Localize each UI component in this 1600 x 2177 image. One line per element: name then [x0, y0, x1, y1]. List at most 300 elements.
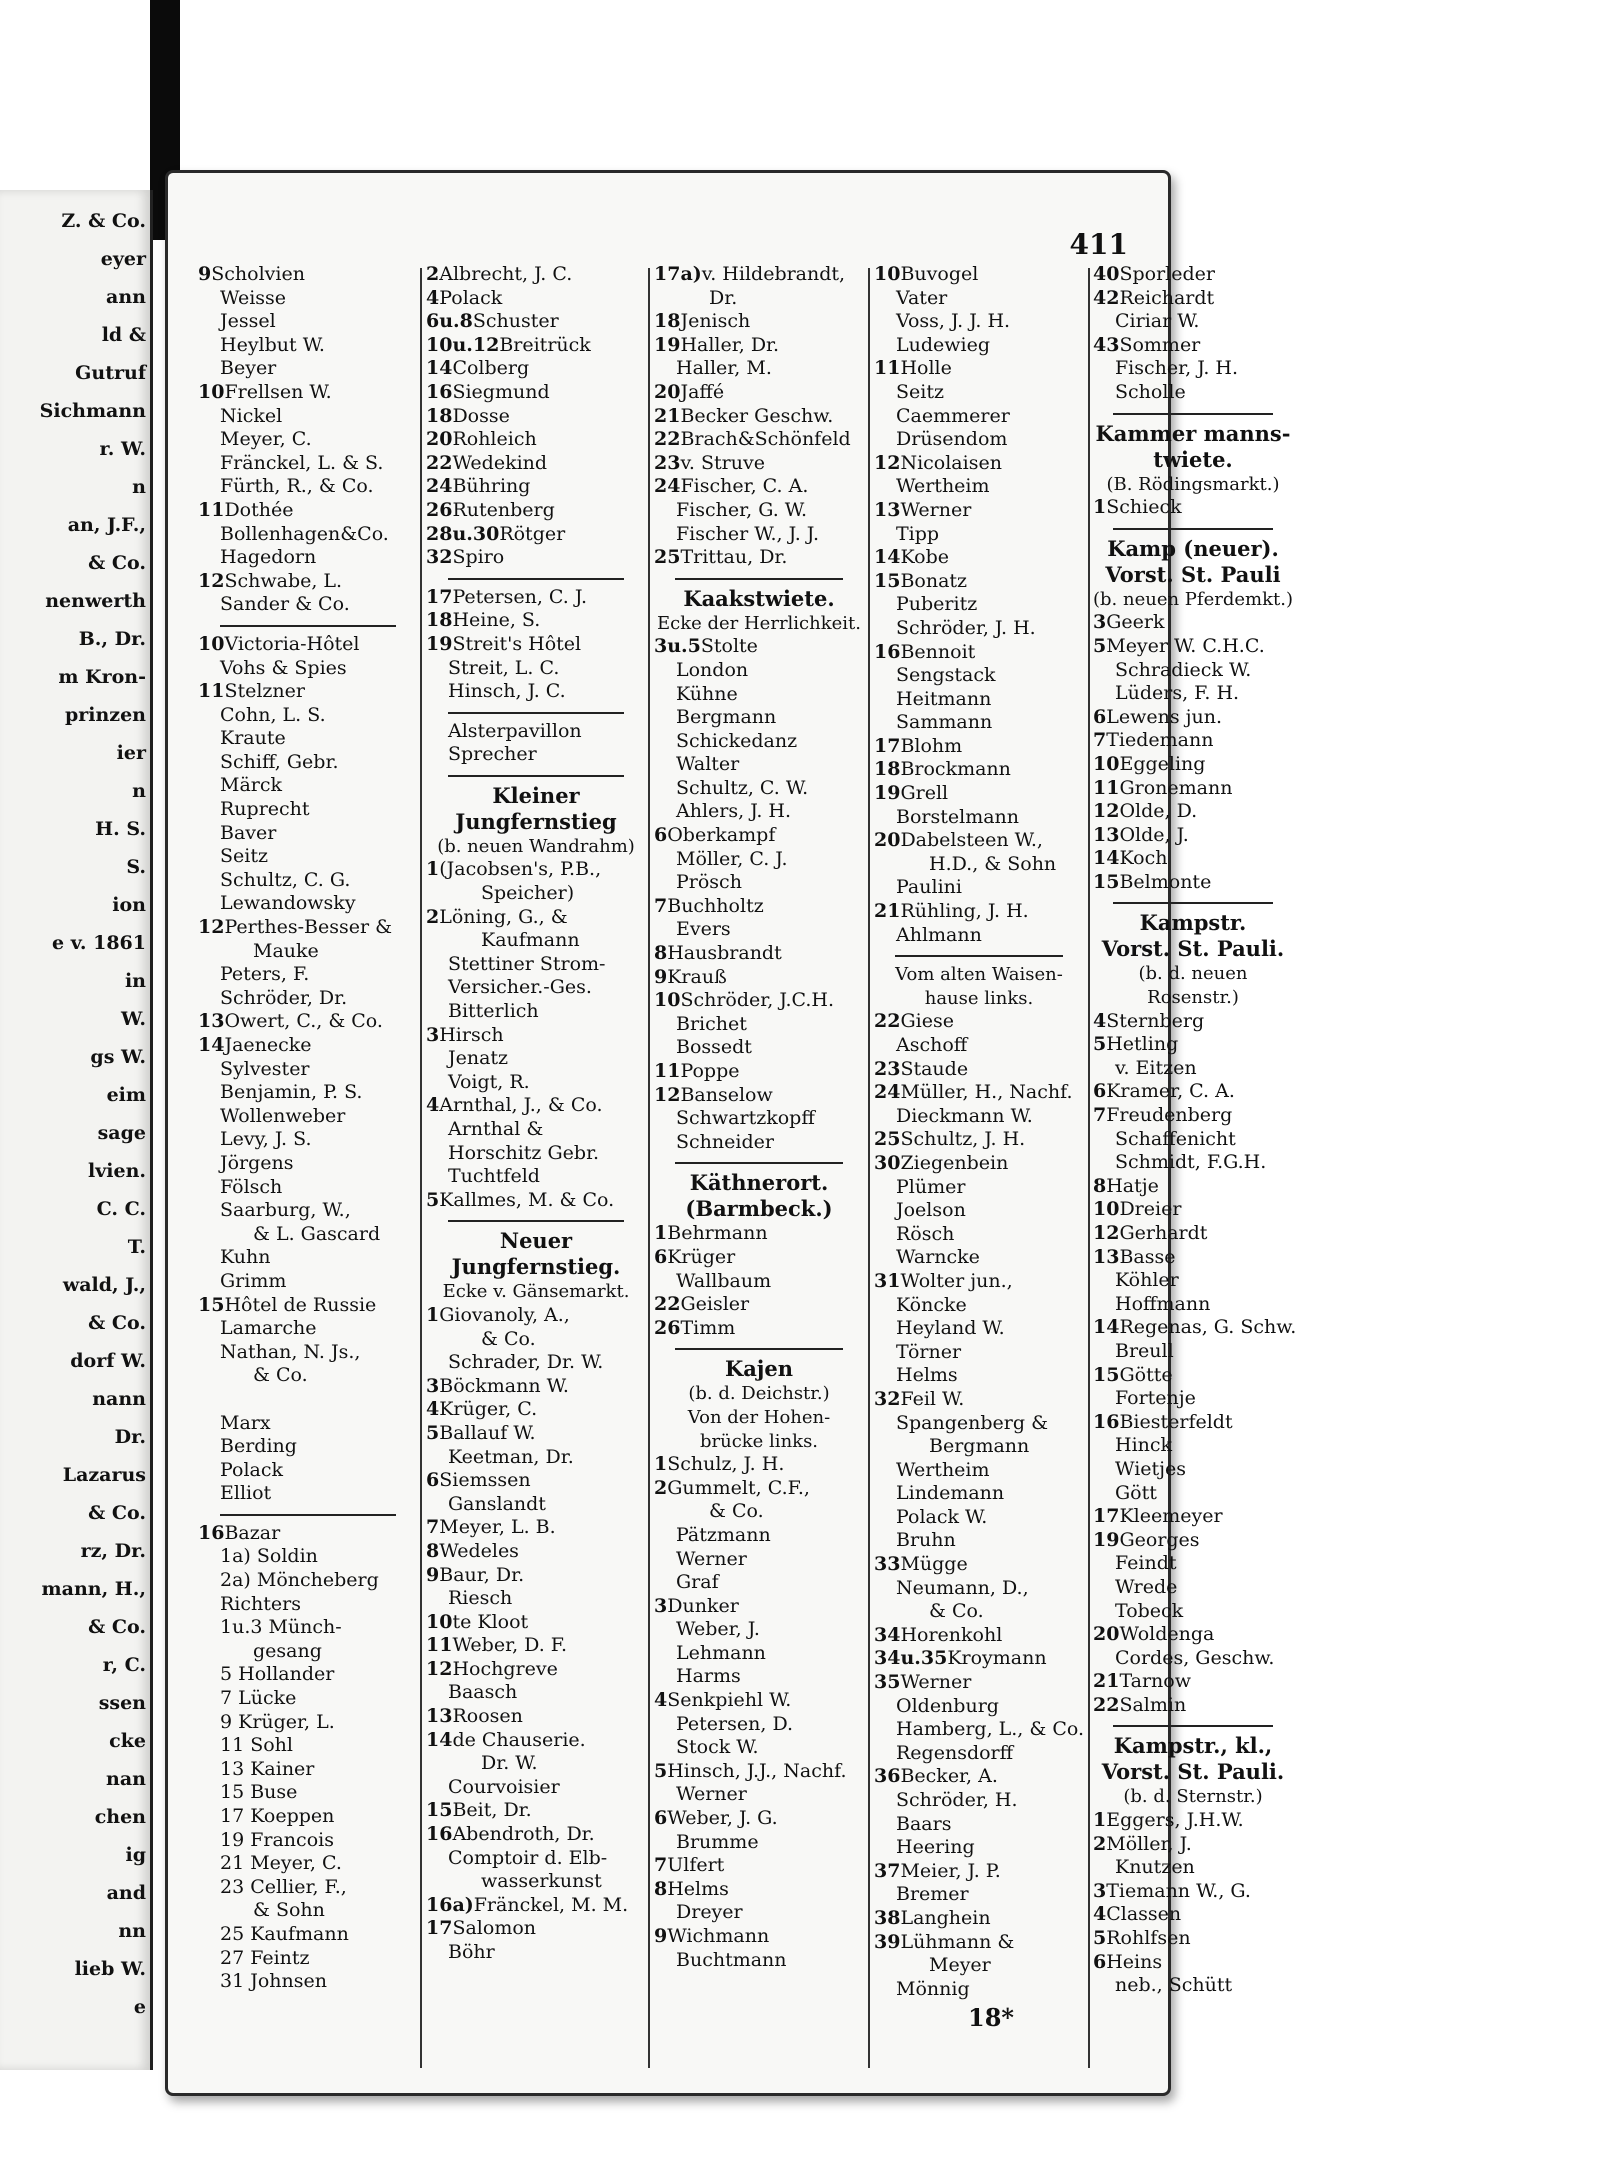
directory-entry	[198, 727, 418, 751]
directory-entry	[1093, 1175, 1293, 1199]
house-number: 23	[874, 1057, 901, 1080]
directory-entry	[874, 1294, 1084, 1318]
resident-name: Heyland W.	[896, 1317, 1005, 1340]
resident-name: Voss, J. J. H.	[896, 310, 1011, 333]
resident-name: Eggers, J.H.W.	[1106, 1809, 1244, 1832]
left-page-text-fragment: & Co.	[88, 1312, 146, 1334]
directory-entry	[198, 570, 418, 594]
resident-name: Bruhn	[896, 1529, 956, 1552]
resident-name: Heylbut W.	[220, 333, 325, 356]
house-number: 9	[426, 1563, 440, 1586]
resident-name: Meier, J. P.	[900, 1859, 1001, 1882]
directory-entry	[1093, 1623, 1293, 1647]
left-page-text-fragment: r, C.	[102, 1654, 146, 1676]
directory-entry	[1093, 800, 1293, 824]
left-page-text-fragment: & Co.	[88, 552, 146, 574]
directory-entry	[426, 310, 646, 334]
directory-entry	[874, 711, 1084, 735]
directory-entry	[198, 892, 418, 916]
resident-name: Schröder, J.C.H.	[680, 989, 835, 1012]
resident-name: & Co.	[709, 1500, 764, 1523]
resident-name: Polack	[220, 1458, 284, 1481]
resident-name: Nickel	[220, 404, 283, 427]
directory-entry	[198, 1412, 418, 1436]
resident-name: Tiemann W., G.	[1106, 1879, 1251, 1902]
resident-name: Neumann, D.,	[896, 1576, 1029, 1599]
resident-name: Salomon	[452, 1917, 537, 1940]
resident-name: Streit's Hôtel	[452, 632, 582, 655]
section-divider	[220, 625, 396, 627]
directory-entry	[1093, 357, 1293, 381]
directory-entry	[654, 405, 864, 429]
left-page-text-fragment: Sichmann	[39, 400, 146, 422]
house-number: 3	[1093, 611, 1107, 634]
resident-name: Biesterfeldt	[1119, 1410, 1233, 1433]
directory-entry	[1093, 1694, 1293, 1718]
house-number: 13	[1093, 1245, 1120, 1268]
house-number: 21	[874, 900, 901, 923]
resident-name: Ahlers, J. H.	[676, 800, 792, 823]
house-number: 14	[874, 546, 901, 569]
directory-entry	[198, 1435, 418, 1459]
resident-name: Courvoisier	[448, 1775, 560, 1798]
directory-entry	[1093, 847, 1293, 871]
directory-entry	[426, 680, 646, 704]
directory-entry	[198, 774, 418, 798]
directory-entry	[874, 1152, 1084, 1176]
directory-entry	[198, 1199, 418, 1223]
street-heading: twiete.	[1153, 446, 1233, 472]
resident-name: Giese	[900, 1010, 954, 1033]
directory-entry	[1093, 1128, 1293, 1152]
resident-name: Krauß	[667, 965, 727, 988]
left-page-text-fragment: Z. & Co.	[61, 210, 146, 232]
directory-entry	[198, 287, 418, 311]
directory-entry	[198, 1364, 418, 1388]
directory-entry	[874, 428, 1084, 452]
directory-entry	[1093, 1482, 1293, 1506]
directory-entry	[198, 1923, 418, 1947]
directory-entry	[198, 657, 418, 681]
directory-entry	[426, 1823, 646, 1847]
resident-name: Rösch	[896, 1222, 955, 1245]
directory-entry	[874, 1577, 1084, 1601]
directory-entry	[426, 1752, 646, 1776]
directory-entry	[198, 940, 418, 964]
house-number: 4	[654, 1689, 668, 1712]
house-number: 3	[426, 1023, 440, 1046]
resident-name: Buchtmann	[676, 1948, 787, 1971]
resident-name: Borstelmann	[896, 805, 1020, 828]
resident-name: Polack W.	[896, 1505, 988, 1528]
directory-entry	[1093, 1670, 1293, 1694]
resident-name: Fischer, G. W.	[676, 498, 808, 521]
directory-entry	[874, 1034, 1084, 1058]
street-heading: Kamp (neuer).	[1107, 535, 1279, 561]
directory-entry	[874, 1246, 1084, 1270]
resident-name: Oberkampf	[667, 824, 776, 847]
resident-name: Dreier	[1119, 1198, 1182, 1221]
resident-name: Baver	[220, 821, 277, 844]
directory-entry	[1093, 682, 1293, 706]
directory-entry	[426, 657, 646, 681]
directory-entry	[426, 720, 646, 744]
directory-entry	[874, 452, 1084, 476]
left-page-text-fragment: ssen	[98, 1692, 146, 1714]
resident-name: Lehmann	[676, 1641, 766, 1664]
resident-name: Comptoir d. Elb-	[448, 1846, 608, 1869]
directory-entry	[654, 263, 864, 287]
resident-name: Schneider	[676, 1130, 774, 1153]
directory-entry	[426, 523, 646, 547]
directory-entry	[198, 1758, 418, 1782]
resident-name: Nathan, N. Js.,	[220, 1340, 361, 1363]
directory-entry	[874, 924, 1084, 948]
resident-name: Schrader, Dr. W.	[448, 1351, 604, 1374]
directory-entry	[198, 987, 418, 1011]
directory-entry	[1093, 1293, 1293, 1317]
resident-name: Müller, H., Nachf.	[900, 1081, 1073, 1104]
directory-entry	[874, 570, 1084, 594]
directory-entry	[874, 287, 1084, 311]
directory-entry	[198, 1852, 418, 1876]
column-divider	[868, 268, 870, 2068]
resident-name: 2a) Möncheberg	[220, 1569, 379, 1592]
house-number: 3	[1093, 1879, 1107, 1902]
directory-entry	[874, 1836, 1084, 1860]
directory-entry	[654, 1317, 864, 1341]
resident-name: Schwartzkopff	[676, 1107, 815, 1130]
resident-name: Ruprecht	[220, 798, 310, 821]
resident-name: Keetman, Dr.	[448, 1445, 574, 1468]
directory-entry	[1093, 1856, 1293, 1880]
directory-entry	[654, 848, 864, 872]
directory-entry	[198, 1294, 418, 1318]
resident-name: Baur, Dr.	[439, 1563, 525, 1586]
house-number: 26	[426, 498, 453, 521]
resident-name: Trittau, Dr.	[680, 546, 788, 569]
directory-entry	[874, 1883, 1084, 1907]
resident-name: Levy, J. S.	[220, 1128, 312, 1151]
resident-name: 15 Buse	[220, 1781, 298, 1804]
resident-name: Bühring	[452, 475, 531, 498]
street-note: (b. neuen Wandrahm)	[437, 835, 635, 857]
resident-name: Wrede	[1115, 1575, 1178, 1598]
column-divider	[420, 268, 422, 2068]
resident-name: Fränckel, M. M.	[473, 1893, 629, 1916]
resident-name: Spangenberg &	[896, 1411, 1048, 1434]
directory-entry	[1093, 1198, 1293, 1222]
resident-name: Belmonte	[1119, 870, 1212, 893]
house-number: 31	[874, 1269, 901, 1292]
section-divider	[448, 1220, 624, 1222]
house-number: 11	[654, 1060, 681, 1082]
directory-entry	[874, 1553, 1084, 1577]
directory-entry	[426, 743, 646, 767]
directory-entry	[874, 1010, 1084, 1034]
resident-name: Schulz, J. H.	[667, 1453, 785, 1476]
directory-entry	[198, 1545, 418, 1569]
resident-name: Albrecht, J. C.	[439, 263, 573, 285]
directory-entry	[426, 381, 646, 405]
directory-entry	[198, 1459, 418, 1483]
house-number: 43	[1093, 333, 1120, 356]
resident-name: Meyer, C.	[220, 428, 312, 451]
house-number: 36	[874, 1765, 901, 1788]
resident-name: 27 Feintz	[220, 1946, 310, 1969]
directory-entry	[1093, 1057, 1293, 1081]
directory-entry	[654, 334, 864, 358]
directory-entry	[874, 475, 1084, 499]
house-number: 3	[654, 1594, 668, 1617]
resident-name: Caemmerer	[896, 404, 1010, 427]
resident-name: Tarnow	[1119, 1670, 1191, 1693]
resident-name: Meyer	[929, 1954, 991, 1977]
house-number: 8	[654, 942, 668, 965]
directory-entry	[1093, 1080, 1293, 1104]
resident-name: Cordes, Geschw.	[1115, 1646, 1275, 1669]
resident-name: Giovanoly, A.,	[439, 1303, 570, 1326]
resident-name: Möller, C. J.	[676, 847, 788, 870]
directory-entry	[198, 1734, 418, 1758]
house-number: 4	[1093, 1009, 1107, 1032]
house-number: 1	[1093, 1809, 1107, 1832]
resident-name: Sommer	[1119, 333, 1201, 356]
resident-name: Eggeling	[1119, 752, 1206, 775]
street-heading: Kampstr., kl.,	[1113, 1733, 1273, 1759]
resident-name: Arnthal, J., & Co.	[439, 1094, 603, 1117]
street-heading: Vorst. St. Pauli.	[1101, 936, 1285, 962]
street-note: Von der Hohen-	[687, 1406, 831, 1428]
resident-name: & L. Gascard	[253, 1222, 381, 1245]
resident-name: Ludewieg	[896, 333, 991, 356]
directory-entry	[874, 263, 1084, 287]
directory-entry	[198, 916, 418, 940]
resident-name: Bossedt	[676, 1036, 752, 1059]
house-number: 14	[198, 1034, 225, 1056]
section-divider	[675, 578, 843, 580]
resident-name: Kobe	[900, 546, 949, 569]
street-heading: Neuer	[499, 1228, 573, 1254]
directory-entry	[198, 263, 418, 287]
resident-name: Werner	[676, 1547, 747, 1570]
left-page-text-fragment: nn	[118, 1920, 146, 1942]
resident-name: Blohm	[900, 734, 963, 757]
resident-name: Köhler	[1115, 1269, 1179, 1292]
house-number: 1	[1093, 496, 1107, 519]
directory-entry	[874, 1600, 1084, 1624]
resident-name: Törner	[896, 1340, 962, 1363]
resident-name: Mügge	[900, 1553, 968, 1576]
house-number: 6u.8	[426, 310, 473, 333]
directory-entry	[198, 381, 418, 405]
resident-name: Schuster	[472, 310, 559, 333]
directory-entry	[654, 1060, 864, 1084]
left-page-text-fragment: & Co.	[88, 1616, 146, 1638]
directory-entry	[654, 1222, 864, 1246]
house-number: 25	[654, 546, 681, 569]
resident-name: Wertheim	[896, 1458, 990, 1481]
left-page-text-fragment: m Kron-	[58, 666, 146, 688]
resident-name: Schröder, Dr.	[220, 986, 348, 1009]
house-number: 12	[874, 451, 901, 474]
resident-name: Schwabe, L.	[224, 569, 343, 592]
directory-entry	[198, 704, 418, 728]
resident-name: Baasch	[448, 1681, 518, 1704]
house-number: 15	[1093, 870, 1120, 893]
resident-name: Meyer, L. B.	[439, 1516, 556, 1539]
street-heading: Vorst. St. Pauli.	[1101, 1759, 1285, 1785]
resident-name: Wedekind	[452, 451, 548, 474]
directory-entry	[654, 683, 864, 707]
resident-name: Hausbrandt	[667, 942, 782, 965]
directory-entry	[426, 1658, 646, 1682]
house-number: 6	[426, 1469, 440, 1492]
house-number: 5	[426, 1421, 440, 1444]
directory-entry	[426, 1516, 646, 1540]
resident-name: Lamarche	[220, 1317, 317, 1340]
column-1	[198, 263, 418, 1994]
directory-entry	[654, 1665, 864, 1689]
resident-name: v. Eitzen	[1115, 1056, 1197, 1079]
resident-name: Knutzen	[1115, 1856, 1195, 1879]
resident-name: Warncke	[896, 1246, 980, 1269]
resident-name: Streit, L. C.	[448, 656, 560, 679]
house-number: 13	[198, 1010, 225, 1033]
directory-entry	[1093, 263, 1293, 287]
resident-name: Scholle	[1115, 380, 1186, 403]
directory-entry	[874, 1435, 1084, 1459]
directory-entry	[426, 1681, 646, 1705]
directory-entry	[426, 929, 646, 953]
resident-name: Frellsen W.	[224, 380, 332, 403]
resident-name: Pätzmann	[676, 1523, 771, 1546]
resident-name: Stettiner Strom-	[448, 952, 606, 975]
house-number: 9	[654, 965, 668, 988]
resident-name: Grimm	[220, 1269, 287, 1292]
directory-entry	[1093, 1458, 1293, 1482]
directory-entry	[198, 1663, 418, 1687]
left-page-text-fragment: r. W.	[99, 438, 146, 460]
resident-name: Abendroth, Dr.	[452, 1823, 595, 1846]
left-page-text-fragment: W.	[121, 1008, 146, 1030]
directory-entry	[198, 1341, 418, 1365]
directory-entry	[1093, 871, 1293, 895]
directory-entry	[654, 1131, 864, 1155]
house-number: 39	[874, 1930, 901, 1953]
directory-entry	[874, 499, 1084, 523]
house-number: 22	[654, 1293, 681, 1316]
left-page-text-fragment: nan	[106, 1768, 146, 1790]
directory-entry	[1093, 1880, 1293, 1904]
directory-entry	[654, 895, 864, 919]
directory-entry	[426, 334, 646, 358]
directory-entry	[198, 1522, 418, 1546]
resident-name: Jaenecke	[224, 1034, 312, 1056]
resident-name: Sammann	[896, 711, 993, 734]
section-divider	[448, 712, 624, 714]
directory-entry	[654, 452, 864, 476]
house-number: 14	[426, 1728, 453, 1751]
resident-name: Weisse	[220, 286, 287, 309]
column-2	[426, 263, 646, 1965]
resident-name: Kühne	[676, 682, 738, 705]
house-number: 19	[874, 782, 901, 805]
resident-name: & Co.	[929, 1600, 984, 1623]
resident-name: Voigt, R.	[448, 1070, 530, 1093]
directory-entry	[426, 1870, 646, 1894]
directory-entry	[874, 1364, 1084, 1388]
resident-name: Brichet	[676, 1012, 747, 1035]
directory-entry	[1093, 496, 1293, 520]
house-number: 13	[874, 498, 901, 521]
directory-entry	[426, 1493, 646, 1517]
house-number: 17	[426, 1917, 453, 1940]
directory-entry	[1093, 1246, 1293, 1270]
resident-name: gesang	[253, 1639, 322, 1662]
left-page-text-fragment: B., Dr.	[78, 628, 146, 650]
directory-entry	[426, 906, 646, 930]
directory-entry	[1093, 1927, 1293, 1951]
resident-name: Sengstack	[896, 664, 996, 687]
resident-name: Hagedorn	[220, 546, 317, 569]
resident-name: Schultz, J. H.	[900, 1128, 1026, 1151]
house-number: 19	[654, 333, 681, 356]
resident-name: Banselow	[680, 1083, 773, 1106]
directory-entry	[426, 1398, 646, 1422]
resident-name: Riesch	[448, 1587, 513, 1610]
directory-entry	[654, 1642, 864, 1666]
directory-entry	[426, 1328, 646, 1352]
left-page-text-fragment: n	[132, 476, 146, 498]
directory-entry	[874, 900, 1084, 924]
directory-entry	[874, 310, 1084, 334]
section-divider	[448, 578, 624, 580]
resident-name: Elliot	[220, 1482, 272, 1505]
directory-entry	[874, 1506, 1084, 1530]
resident-name: te Kloot	[452, 1610, 529, 1633]
resident-name: Dieckmann W.	[896, 1104, 1033, 1127]
house-number: 7	[1093, 729, 1107, 752]
resident-name: Langhein	[900, 1906, 991, 1929]
directory-entry	[426, 1776, 646, 1800]
directory-entry	[654, 1783, 864, 1807]
section-divider	[1113, 1725, 1273, 1727]
directory-entry	[426, 1634, 646, 1658]
resident-name: Schaffenicht	[1115, 1127, 1236, 1150]
resident-name: Dreyer	[676, 1901, 743, 1924]
directory-entry	[654, 523, 864, 547]
resident-name: Gummelt, C.F.,	[667, 1476, 810, 1499]
house-number: 1	[654, 1453, 668, 1476]
resident-name: Krüger, C.	[439, 1398, 538, 1421]
resident-name: Weber, J.	[676, 1618, 760, 1641]
house-number: 28u.30	[426, 522, 500, 545]
signature-mark: 18*	[968, 2003, 1014, 2032]
house-number: 5	[1093, 1033, 1107, 1056]
house-number: 20	[874, 829, 901, 852]
house-number: 19	[426, 632, 453, 655]
house-number: 18	[426, 404, 453, 427]
directory-entry	[198, 1128, 418, 1152]
house-number: 21	[1093, 1670, 1120, 1693]
house-number: 15	[198, 1293, 225, 1316]
directory-entry	[654, 1878, 864, 1902]
directory-entry	[874, 1223, 1084, 1247]
left-page-text-fragment: e v. 1861	[52, 932, 146, 954]
section-divider	[675, 1348, 843, 1350]
resident-name: Helms	[896, 1364, 958, 1387]
